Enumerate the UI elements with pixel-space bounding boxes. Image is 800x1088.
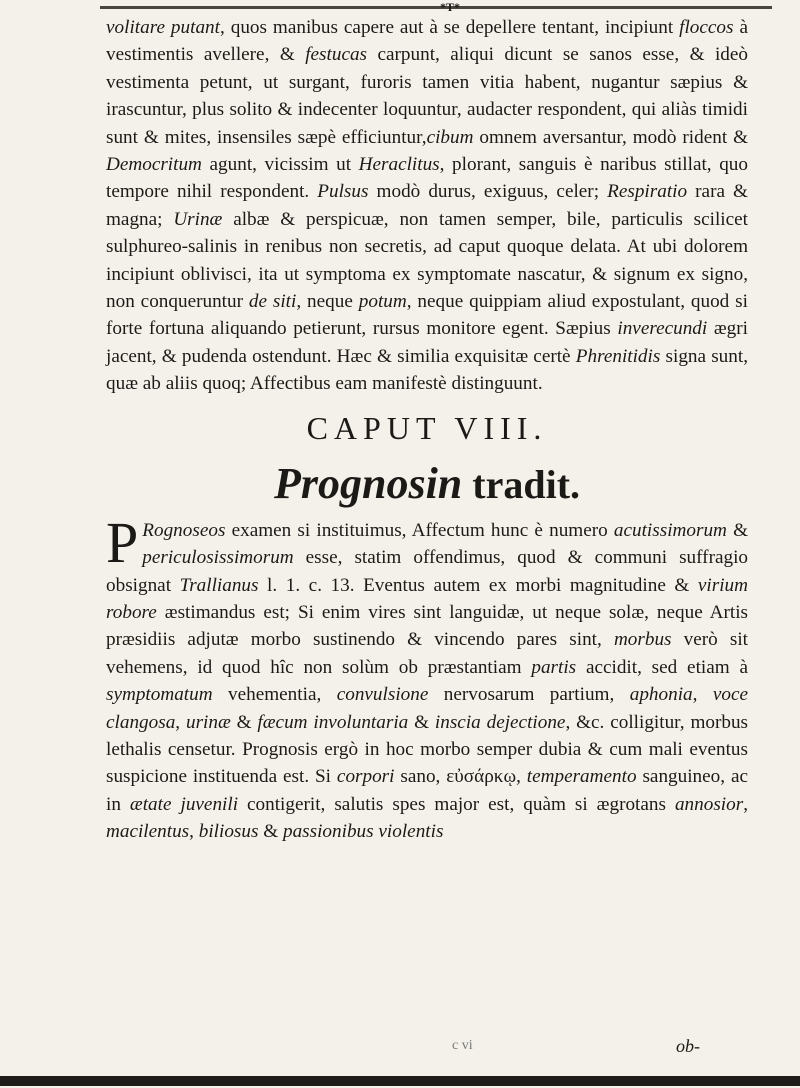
catchword: ob- <box>676 1036 700 1056</box>
italic-run: Respiratio <box>607 181 688 203</box>
text-run: , neque <box>296 291 359 313</box>
text-run: , <box>175 711 186 733</box>
page-body <box>106 14 748 846</box>
paragraph-phrenitis-signs <box>106 14 748 398</box>
text-run: examen si instituimus, Affectum hunc è numero <box>225 519 614 541</box>
bottom-border-rule <box>0 1076 800 1086</box>
italic-run: floccos <box>679 17 734 38</box>
text-run: , &c. colligitur, morbus lethalis censetur. Prognosis ergò in hoc morbo semper dubia & cum mali eventus suspicione instituenda est. Si <box>106 711 749 788</box>
text-run: , neque quippiam aliud expostulant, quod si forte fortuna aliquando petierunt, rursus monitore egent. Sæpius <box>106 291 748 340</box>
italic-run: Pulsus <box>317 181 369 203</box>
text-run: sano, εὐσάρκῳ, <box>394 766 527 788</box>
text-run: vehementia, <box>212 684 337 706</box>
italic-run: morbus <box>613 629 672 651</box>
signature-marks: c vi <box>452 1038 473 1053</box>
italic-run: volitare putant <box>106 17 220 38</box>
text-run: rara & magna; <box>106 181 748 230</box>
italic-run: virium robore <box>106 574 748 623</box>
italic-run: annosior <box>674 793 744 815</box>
italic-run: partis <box>531 656 577 678</box>
italic-run: fæcum involuntaria <box>257 711 409 733</box>
text-run: , <box>692 684 713 706</box>
text-run: & <box>258 821 283 843</box>
text-run: æstimandus est; Si enim vires sint languidæ, ut neque solæ, neque Artis præsidiis adjutæ morbo sustinendo & vincendo pares sint, <box>106 601 748 651</box>
text-run: albæ & perspicuæ, non tamen semper, bile, particulis scilicet sulphureo-salinis in renibus non secretis, ad caput quoque delata. At ubi dolorem incipiunt oblivisci, ita ut symptoma ex symptomate nascatur, & signum ex signo, non conqueruntur <box>106 208 748 313</box>
italic-run: de siti <box>248 291 297 313</box>
text-run: verò sit vehemens, id quod hîc non solùm ob præstantiam <box>106 629 748 678</box>
italic-run: acutissimorum <box>613 519 727 541</box>
text-run: nervosarum partium, <box>428 684 630 706</box>
italic-run: ætate juvenili <box>129 793 239 815</box>
italic-run: Heraclitus <box>358 154 440 176</box>
chapter-title <box>106 456 748 513</box>
text-run: modò durus, exiguus, celer; <box>368 181 608 203</box>
text-run: carpunt, aliqui dicunt se sanos esse, & ideò vestimenta petunt, ut surgant, furoris tamen vitia habent, nugantur sæpius & irascuntur, plus solito & indecenter loquuntur, audacter respondent, qui aliàs timidi sunt & mites, insensiles sæpè efficiuntur, <box>106 44 748 148</box>
text-run: sanguineo, ac in <box>106 766 748 815</box>
italic-run: urinæ <box>185 711 231 733</box>
text-run: , quos manibus capere aut à se depellere tentant, incipiunt <box>219 17 680 38</box>
italic-run: Trallianus <box>179 574 259 596</box>
text-run: à vestimentis avellere, & <box>106 17 748 66</box>
text-run: contigerit, salutis spes major est, quàm si ægrotans <box>238 793 675 815</box>
text-run: , <box>189 821 199 843</box>
italic-run: inscia dejectione <box>434 711 566 733</box>
italic-run: periculosissimorum <box>142 547 294 569</box>
italic-run: voce clangosa <box>106 684 749 733</box>
text-run: & <box>726 519 748 541</box>
italic-run: symptomatum <box>106 684 213 706</box>
italic-run: potum <box>358 291 407 313</box>
top-border-rule <box>100 6 772 9</box>
italic-run: inverecundi <box>617 318 708 340</box>
italic-run: macilentus <box>106 821 190 843</box>
text-run: ægri jacent, & pudenda ostendunt. Hæc & similia exquisitæ certè <box>106 318 748 367</box>
chapter-title-roman: tradit. <box>462 461 581 507</box>
text-run: esse, statim offendimus, quod & communi suffragio obsignat <box>106 547 748 596</box>
italic-run: festucas <box>305 44 368 66</box>
italic-run: convulsione <box>336 684 429 706</box>
italic-run: Rognoseos <box>142 519 226 541</box>
text-run: & <box>408 711 435 733</box>
italic-run: cibum <box>426 126 474 148</box>
chapter-number: CAPUT VIII. <box>306 409 548 446</box>
paragraph-prognosis <box>106 509 749 846</box>
chapter-title-italic: Prognosin <box>273 458 463 508</box>
text-run: accidit, sed etiam à <box>576 656 748 678</box>
text-run: , <box>743 793 748 815</box>
text-run: & <box>230 711 258 733</box>
italic-run: biliosus <box>198 821 259 843</box>
page-marker: *T* <box>440 0 461 14</box>
drop-cap: P <box>106 509 139 575</box>
italic-run: passionibus violentis <box>282 821 444 843</box>
text-run: l. 1. c. 13. Eventus autem ex morbi magnitudine & <box>258 574 698 596</box>
text-run: agunt, vicissim ut <box>201 154 359 176</box>
italic-run: Democritum <box>106 154 202 176</box>
italic-run: Phrenitidis <box>575 345 661 367</box>
italic-run: temperamento <box>526 766 637 788</box>
text-run: omnem aversantur, modò rident & <box>473 126 748 148</box>
text-run: signa sunt, quæ ab aliis quoq; Affectibus eam manifestè distinguunt. <box>106 345 748 395</box>
text-run: , plorant, sanguis è naribus stillat, quo tempore nihil respondent. <box>106 154 748 203</box>
italic-run: aphonia <box>629 684 693 706</box>
italic-run: Urinæ <box>173 208 223 230</box>
italic-run: corpori <box>336 766 395 788</box>
